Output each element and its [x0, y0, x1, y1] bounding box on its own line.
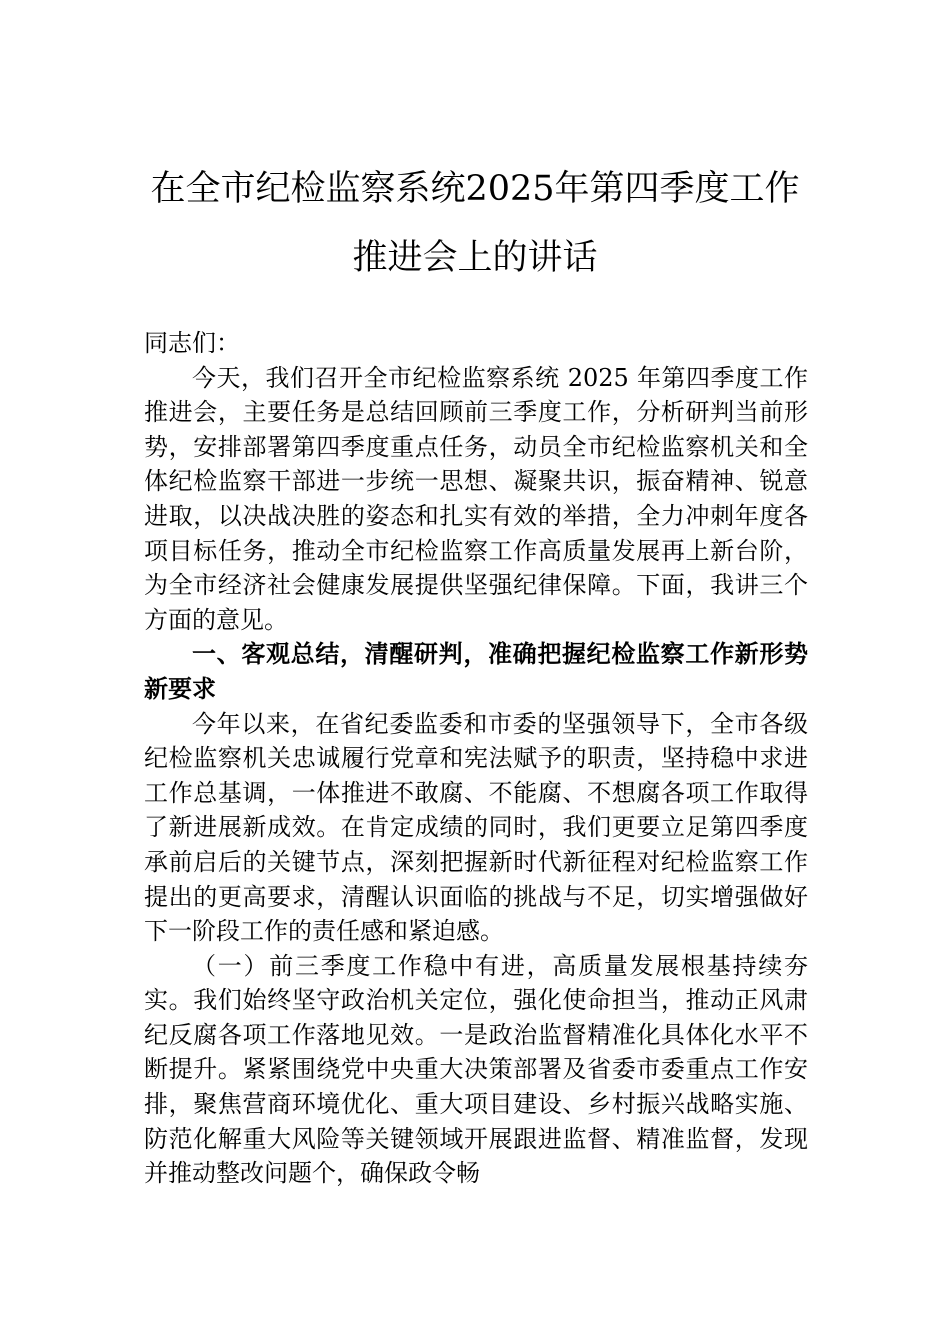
document-title-line-2: 推进会上的讲话	[352, 238, 598, 278]
salutation: 同志们：	[144, 329, 240, 357]
section-heading-1: 一、客观总结，清醒研判，准确把握纪检监察工作新形势新要求	[144, 639, 808, 703]
paragraph-2: 今年以来，在省纪委监委和市委的坚强领导下，全市各级纪检监察机关忠诚履行党章和宪法赋予的职责，坚持稳中求进工作总基调，一体推进不敢腐、不能腐、不想腐各项工作取得了新进展新成效。在肯定成绩的同时，我们更要立足第四季度承前启后的关键节点，深刻把握新时代新征程对纪检监察工作提出的更高要求，清醒认识面临的挑战与不足，切实增强做好下一阶段工作的责任感和紧迫感。	[144, 709, 808, 946]
intro-paragraph: 今天，我们召开全市纪检监察系统 2025 年第四季度工作推进会，主要任务是总结回顾前三季度工作，分析研判当前形势，安排部署第四季度重点任务，动员全市纪检监察机关和全体纪检监察干部进一步统一思想、凝聚共识，振奋精神、锐意进取，以决战决胜的姿态和扎实有效的举措，全力冲刺年度各项目标任务，推动全市纪检监察工作高质量发展再上新台阶，为全市经济社会健康发展提供坚强纪律保障。下面，我讲三个方面的意见。	[144, 363, 808, 634]
document-title-line-1: 在全市纪检监察系统2025年第四季度工作	[150, 169, 800, 209]
document-body	[144, 326, 808, 1191]
paragraph-3: （一）前三季度工作稳中有进，高质量发展根基持续夯实。我们始终坚守政治机关定位，强化使命担当，推动正风肃纪反腐各项工作落地见效。一是政治监督精准化具体化水平不断提升。紧紧围绕党中央重大决策部署及省委市委重点工作安排，聚焦营商环境优化、重大项目建设、乡村振兴战略实施、防范化解重大风险等关键领域开展跟进监督、精准监督，发现并推动整改问题个，确保政令畅	[144, 951, 808, 1188]
